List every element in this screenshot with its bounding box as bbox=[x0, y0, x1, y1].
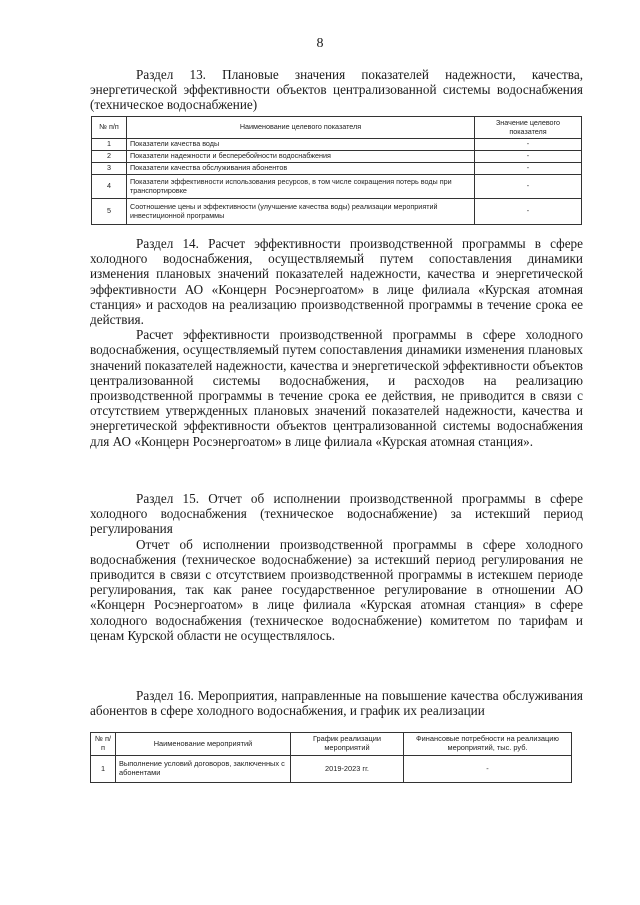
table-header-row bbox=[92, 117, 582, 139]
row-number: 3 bbox=[92, 163, 127, 175]
section-15-title: Раздел 15. Отчет об исполнении производственной программы в сфере холодного водоснабжения (техническое водоснабжение) за истекший период регулирования bbox=[90, 491, 583, 537]
indicators-table bbox=[91, 116, 582, 225]
indicator-name: Показатели качества воды bbox=[127, 139, 475, 151]
section-14-text: Расчет эффективности производственной программы в сфере холодного водоснабжения, осуществляемый путем сопоставления динамики изменения плановых значений показателей надежности, качества и энергетической эффективности объектов централизованной системы водоснабжения, и расходов на реализацию производственной программы в течение срока ее действия, не приводится в связи с отсутствием утвержденных плановых значений показателей надежности, качества и энергетической эффективности объектов централизованной системы водоснабжения для АО «Концерн Росэнергоатом» в лице филиала «Курская атомная станция». bbox=[90, 327, 583, 449]
measures-table bbox=[90, 732, 572, 783]
section-14-title: Раздел 14. Расчет эффективности производственной программы в сфере холодного водоснабжения, осуществляемый путем сопоставления динамики изменения плановых значений показателей надежности, качества и энергетической эффективности АО «Концерн Росэнергоатом» в лице филиала «Курская атомная станция» и расходов на реализацию производственной программы в течение срока ее действия. bbox=[90, 236, 583, 328]
column-header-schedule: График реализации мероприятий bbox=[291, 733, 404, 756]
indicator-name: Показатели качества обслуживания абонентов bbox=[127, 163, 475, 175]
section-16-title-block bbox=[90, 688, 583, 718]
row-number: 5 bbox=[92, 199, 127, 225]
row-number: 4 bbox=[92, 175, 127, 199]
indicator-value: - bbox=[475, 139, 582, 151]
column-header-number: № п/п bbox=[91, 733, 116, 756]
measure-finance: - bbox=[404, 756, 572, 783]
column-header-indicator-name: Наименование целевого показателя bbox=[127, 117, 475, 139]
indicator-value: - bbox=[475, 175, 582, 199]
section-15-block bbox=[90, 491, 583, 643]
indicator-name: Показатели эффективности использования ресурсов, в том числе сокращения потерь воды при транспортировке bbox=[127, 175, 475, 199]
column-header-target-value: Значение целевого показателя bbox=[475, 117, 582, 139]
column-header-finance: Финансовые потребности на реализацию мероприятий, тыс. руб. bbox=[404, 733, 572, 756]
table-row bbox=[92, 163, 582, 175]
row-number: 1 bbox=[91, 756, 116, 783]
table-row bbox=[91, 756, 572, 783]
row-number: 1 bbox=[92, 139, 127, 151]
indicator-value: - bbox=[475, 199, 582, 225]
section-16-title: Раздел 16. Мероприятия, направленные на повышение качества обслуживания абонентов в сфере холодного водоснабжения, и график их реализации bbox=[90, 688, 583, 719]
page-number: 8 bbox=[316, 36, 324, 51]
column-header-number: № п/п bbox=[92, 117, 127, 139]
indicator-value: - bbox=[475, 151, 582, 163]
column-header-measure-name: Наименование мероприятий bbox=[116, 733, 291, 756]
section-14-block bbox=[90, 236, 583, 449]
measure-schedule: 2019-2023 гг. bbox=[291, 756, 404, 783]
indicator-name: Соотношение цены и эффективности (улучшение качества воды) реализации мероприятий инвестиционной программы bbox=[127, 199, 475, 225]
row-number: 2 bbox=[92, 151, 127, 163]
section-13-title: Раздел 13. Плановые значения показателей надежности, качества, энергетической эффективности объектов централизованной системы водоснабжения (техническое водоснабжение) bbox=[90, 67, 583, 113]
table-row bbox=[92, 199, 582, 225]
indicator-value: - bbox=[475, 163, 582, 175]
table-row bbox=[92, 139, 582, 151]
measure-name: Выполнение условий договоров, заключенных с абонентами bbox=[116, 756, 291, 783]
indicator-name: Показатели надежности и бесперебойности водоснабжения bbox=[127, 151, 475, 163]
table-header-row bbox=[91, 733, 572, 756]
table-row bbox=[92, 151, 582, 163]
table-row bbox=[92, 175, 582, 199]
section-13-title-block bbox=[90, 67, 583, 113]
section-15-text: Отчет об исполнении производственной программы в сфере холодного водоснабжения (техническое водоснабжение) за истекший период регулирования не приводится в связи с отсутствием производственной программы в истекшем периоде регулирования, так как ранее государственное регулирование в отношении АО «Концерн Росэнергоатом» в лице филиала «Курская атомная станция» в сфере холодного водоснабжения (техническое водоснабжение) комитетом по тарифам и ценам Курской области не осуществлялось. bbox=[90, 536, 583, 643]
